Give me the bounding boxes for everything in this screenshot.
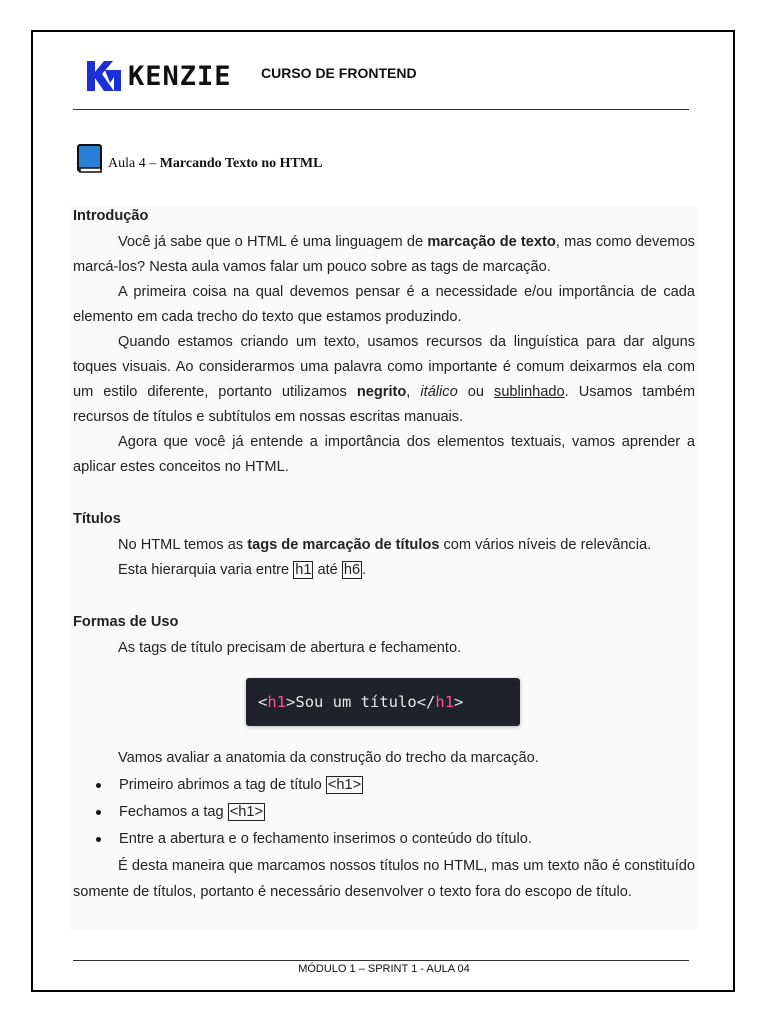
titulos-line-2: Esta hierarquia varia entre h1 até h6 . xyxy=(118,562,367,578)
bullet-list xyxy=(73,772,695,853)
formas-intro: As tags de título precisam de abertura e fechamento. xyxy=(118,640,462,656)
list-item: Fechamos a tag <h1> xyxy=(73,799,695,826)
header-divider xyxy=(73,109,689,110)
anatomy-line: Vamos avaliar a anatomia da construção do trecho da marcação. xyxy=(118,750,539,766)
kenzie-logo-icon xyxy=(86,60,122,92)
closing-paragraph: É desta maneira que marcamos nossos títulos no HTML, mas um texto não é constituído somente de títulos, portanto é necessário desenvolver o texto fora do escopo de título. xyxy=(73,858,695,900)
kenzie-logo xyxy=(86,56,232,96)
lesson-prefix: Aula 4 – xyxy=(108,156,160,171)
document-header xyxy=(86,52,696,102)
tag-h1-box: <h1> xyxy=(229,804,263,820)
intro-paragraph-2: A primeira coisa na qual devemos pensar é a necessidade e/ou importância de cada elemento em cada trecho do texto que estamos produzindo. xyxy=(73,284,695,325)
intro-paragraph-1: Você já sabe que o HTML é uma linguagem de marcação de texto, mas como devemos marcá-los? Nesta aula vamos falar um pouco sobre as tags de marcação. xyxy=(73,234,695,275)
brand-name: KENZIE xyxy=(128,60,232,92)
section-heading-titulos: Títulos xyxy=(73,511,121,527)
intro-paragraph-3: Quando estamos criando um texto, usamos recursos da linguística para dar alguns toques visuais. Ao considerarmos uma palavra como importante é comum deixarmos ela com um estilo diferente, portanto utilizamos negrito, itálico ou sublinhado. Usamos também recursos de títulos e subtítulos em nossas escritas manuais. xyxy=(73,334,695,425)
titulos-line-1: No HTML temos as tags de marcação de títulos com vários níveis de relevância. xyxy=(118,537,652,553)
code-snippet: < h1 > Sou um título </ h1 > xyxy=(246,678,520,726)
intro-paragraph-4: Agora que você já entende a importância dos elementos textuais, vamos aprender a aplicar estes conceitos no HTML. xyxy=(73,434,695,475)
footer-label: MÓDULO 1 – SPRINT 1 - AULA 04 xyxy=(298,963,470,975)
tag-h6-box: h6 xyxy=(343,562,361,578)
tag-h1-box: <h1> xyxy=(327,777,362,793)
book-icon xyxy=(76,144,104,174)
section-heading-formas: Formas de Uso xyxy=(73,614,179,630)
formas-body xyxy=(73,746,695,905)
course-title: CURSO DE FRONTEND xyxy=(261,65,417,81)
section-heading-intro: Introdução xyxy=(73,208,149,224)
tag-h1-box: h1 xyxy=(295,562,312,578)
lesson-title xyxy=(76,144,322,174)
lesson-name: Marcando Texto no HTML xyxy=(159,156,323,171)
list-item: Entre a abertura e o fechamento inserimos o conteúdo do título. xyxy=(73,826,695,853)
list-item: Primeiro abrimos a tag de título <h1> xyxy=(73,772,695,799)
intro-body xyxy=(73,230,695,480)
titulos-body xyxy=(73,533,695,583)
footer-divider xyxy=(73,960,689,961)
